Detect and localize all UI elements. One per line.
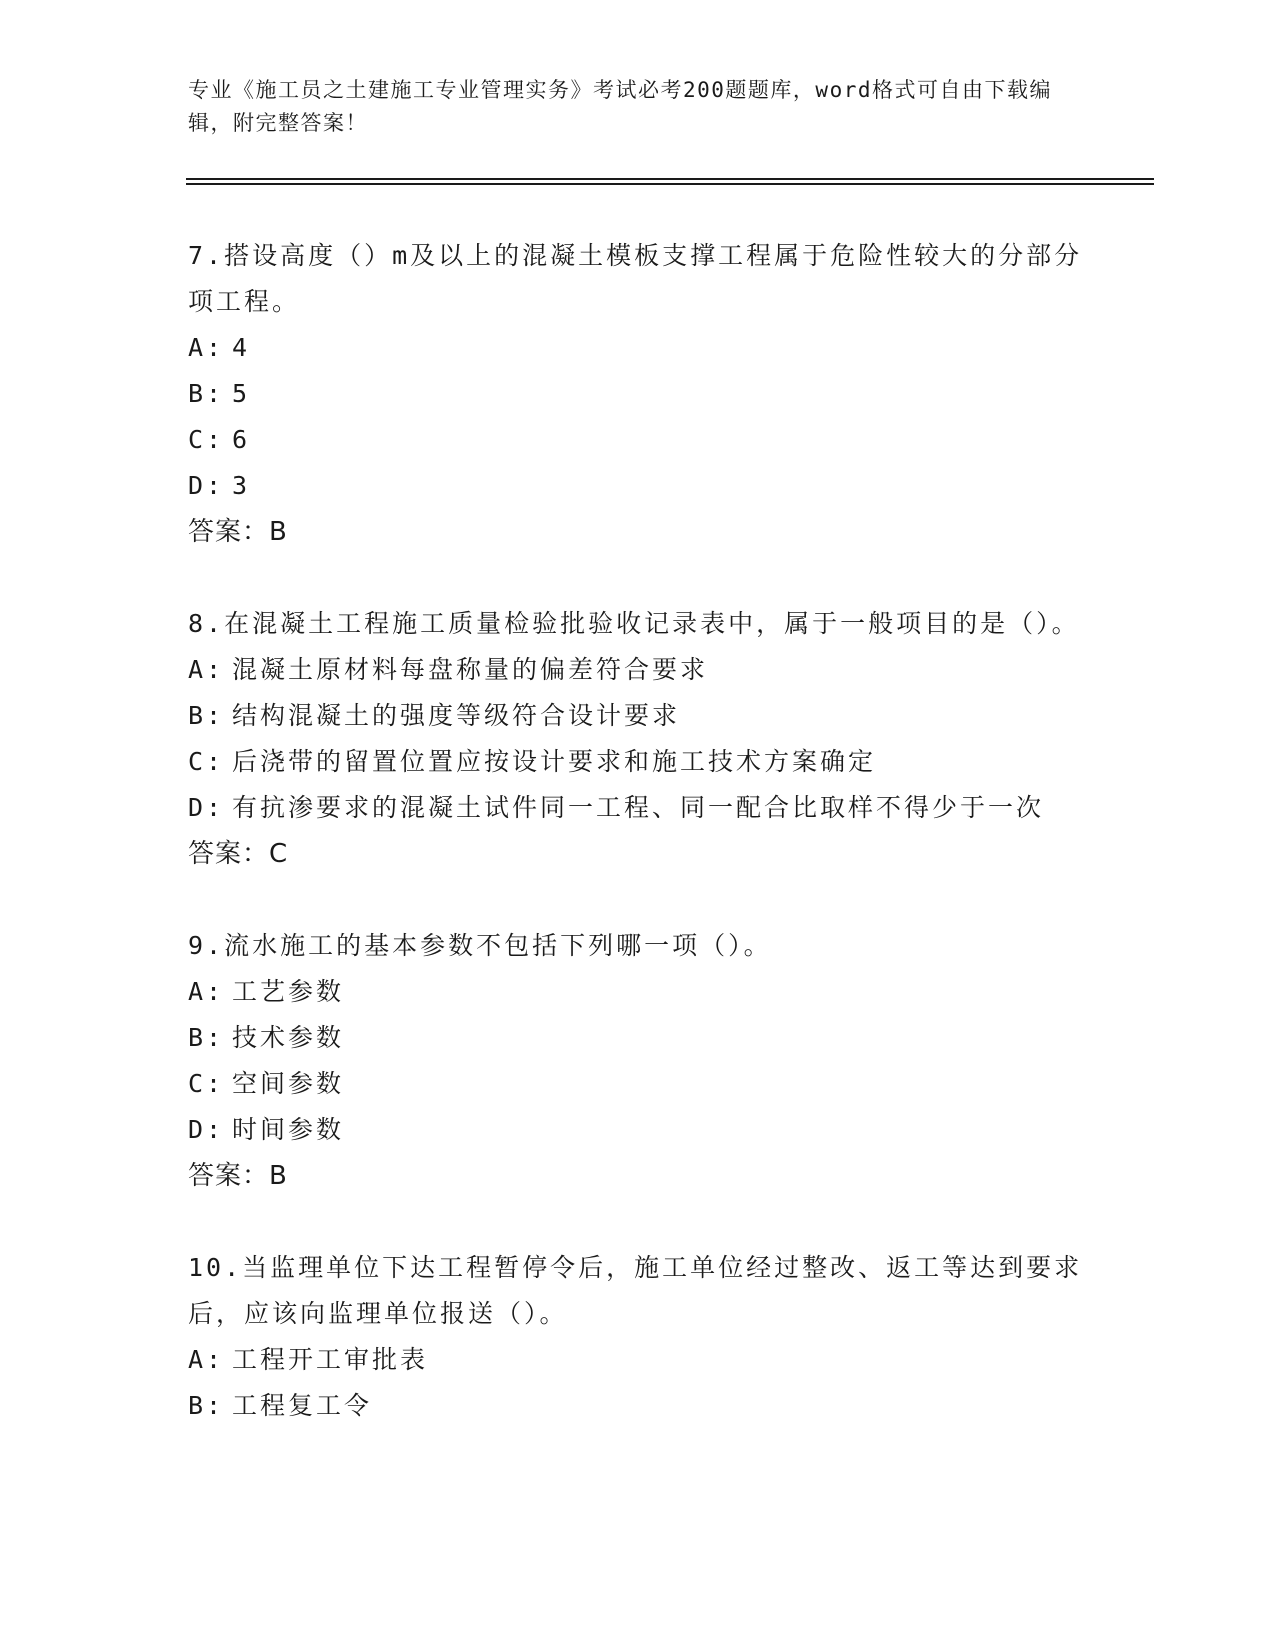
option-letter: B:: [188, 701, 225, 730]
question-8: [188, 601, 1088, 877]
question-9: [188, 923, 1088, 1199]
option-d: [188, 1107, 1088, 1153]
option-letter: A:: [188, 1345, 225, 1374]
option-text: 工程开工审批表: [232, 1345, 429, 1374]
question-text: 9.流水施工的基本参数不包括下列哪一项（）。: [188, 931, 772, 960]
option-letter: D:: [188, 471, 225, 500]
option-c: [188, 1061, 1088, 1107]
question-10: [188, 1245, 1088, 1429]
question-7: [188, 233, 1088, 555]
option-a: [188, 1337, 1088, 1383]
option-letter: C:: [188, 747, 225, 776]
option-letter: B:: [188, 1023, 225, 1052]
document-header: [188, 74, 1068, 140]
option-b: [188, 1015, 1088, 1061]
option-text: 混凝土原材料每盘称量的偏差符合要求: [232, 655, 709, 684]
option-b: [188, 693, 1088, 739]
option-letter: C:: [188, 1069, 225, 1098]
option-letter: C:: [188, 425, 225, 454]
option-text: 技术参数: [232, 1023, 345, 1052]
option-a: [188, 325, 1088, 371]
answer-line: 答案：B: [188, 1161, 288, 1191]
option-d: [188, 463, 1088, 509]
option-text: 有抗渗要求的混凝土试件同一工程、同一配合比取样不得少于一次: [232, 793, 1045, 822]
option-letter: B:: [188, 1391, 225, 1420]
option-text: 时间参数: [232, 1115, 345, 1144]
option-text: 后浇带的留置位置应按设计要求和施工技术方案确定: [232, 747, 877, 776]
option-text: 3: [232, 471, 251, 500]
question-text: 8.在混凝土工程施工质量检验批验收记录表中，属于一般项目的是（）。: [188, 609, 1080, 638]
option-text: 结构混凝土的强度等级符合设计要求: [232, 701, 681, 730]
option-text: 4: [232, 333, 251, 362]
option-text: 工艺参数: [232, 977, 345, 1006]
option-text: 6: [232, 425, 251, 454]
option-text: 空间参数: [232, 1069, 345, 1098]
option-text: 工程复工令: [232, 1391, 373, 1420]
option-c: [188, 739, 1088, 785]
header-divider: [186, 178, 1154, 185]
option-b: [188, 1383, 1088, 1429]
option-letter: B:: [188, 379, 225, 408]
option-letter: D:: [188, 1115, 225, 1144]
option-c: [188, 417, 1088, 463]
option-letter: A:: [188, 333, 225, 362]
option-a: [188, 969, 1088, 1015]
option-b: [188, 371, 1088, 417]
answer-line: 答案：B: [188, 517, 288, 547]
option-text: 5: [232, 379, 251, 408]
option-letter: A:: [188, 977, 225, 1006]
option-a: [188, 647, 1088, 693]
header-description: 专业《施工员之土建施工专业管理实务》考试必考200题题库，word格式可自由下载编辑，附完整答案！: [188, 78, 1052, 135]
question-text: 10.当监理单位下达工程暂停令后，施工单位经过整改、返工等达到要求后，应该向监理单位报送（）。: [188, 1253, 1083, 1328]
answer-line: 答案：C: [188, 839, 289, 869]
option-letter: D:: [188, 793, 225, 822]
option-d: [188, 785, 1088, 831]
option-letter: A:: [188, 655, 225, 684]
question-list: [188, 233, 1088, 1475]
question-text: 7.搭设高度（）m及以上的混凝土模板支撑工程属于危险性较大的分部分项工程。: [188, 241, 1083, 316]
